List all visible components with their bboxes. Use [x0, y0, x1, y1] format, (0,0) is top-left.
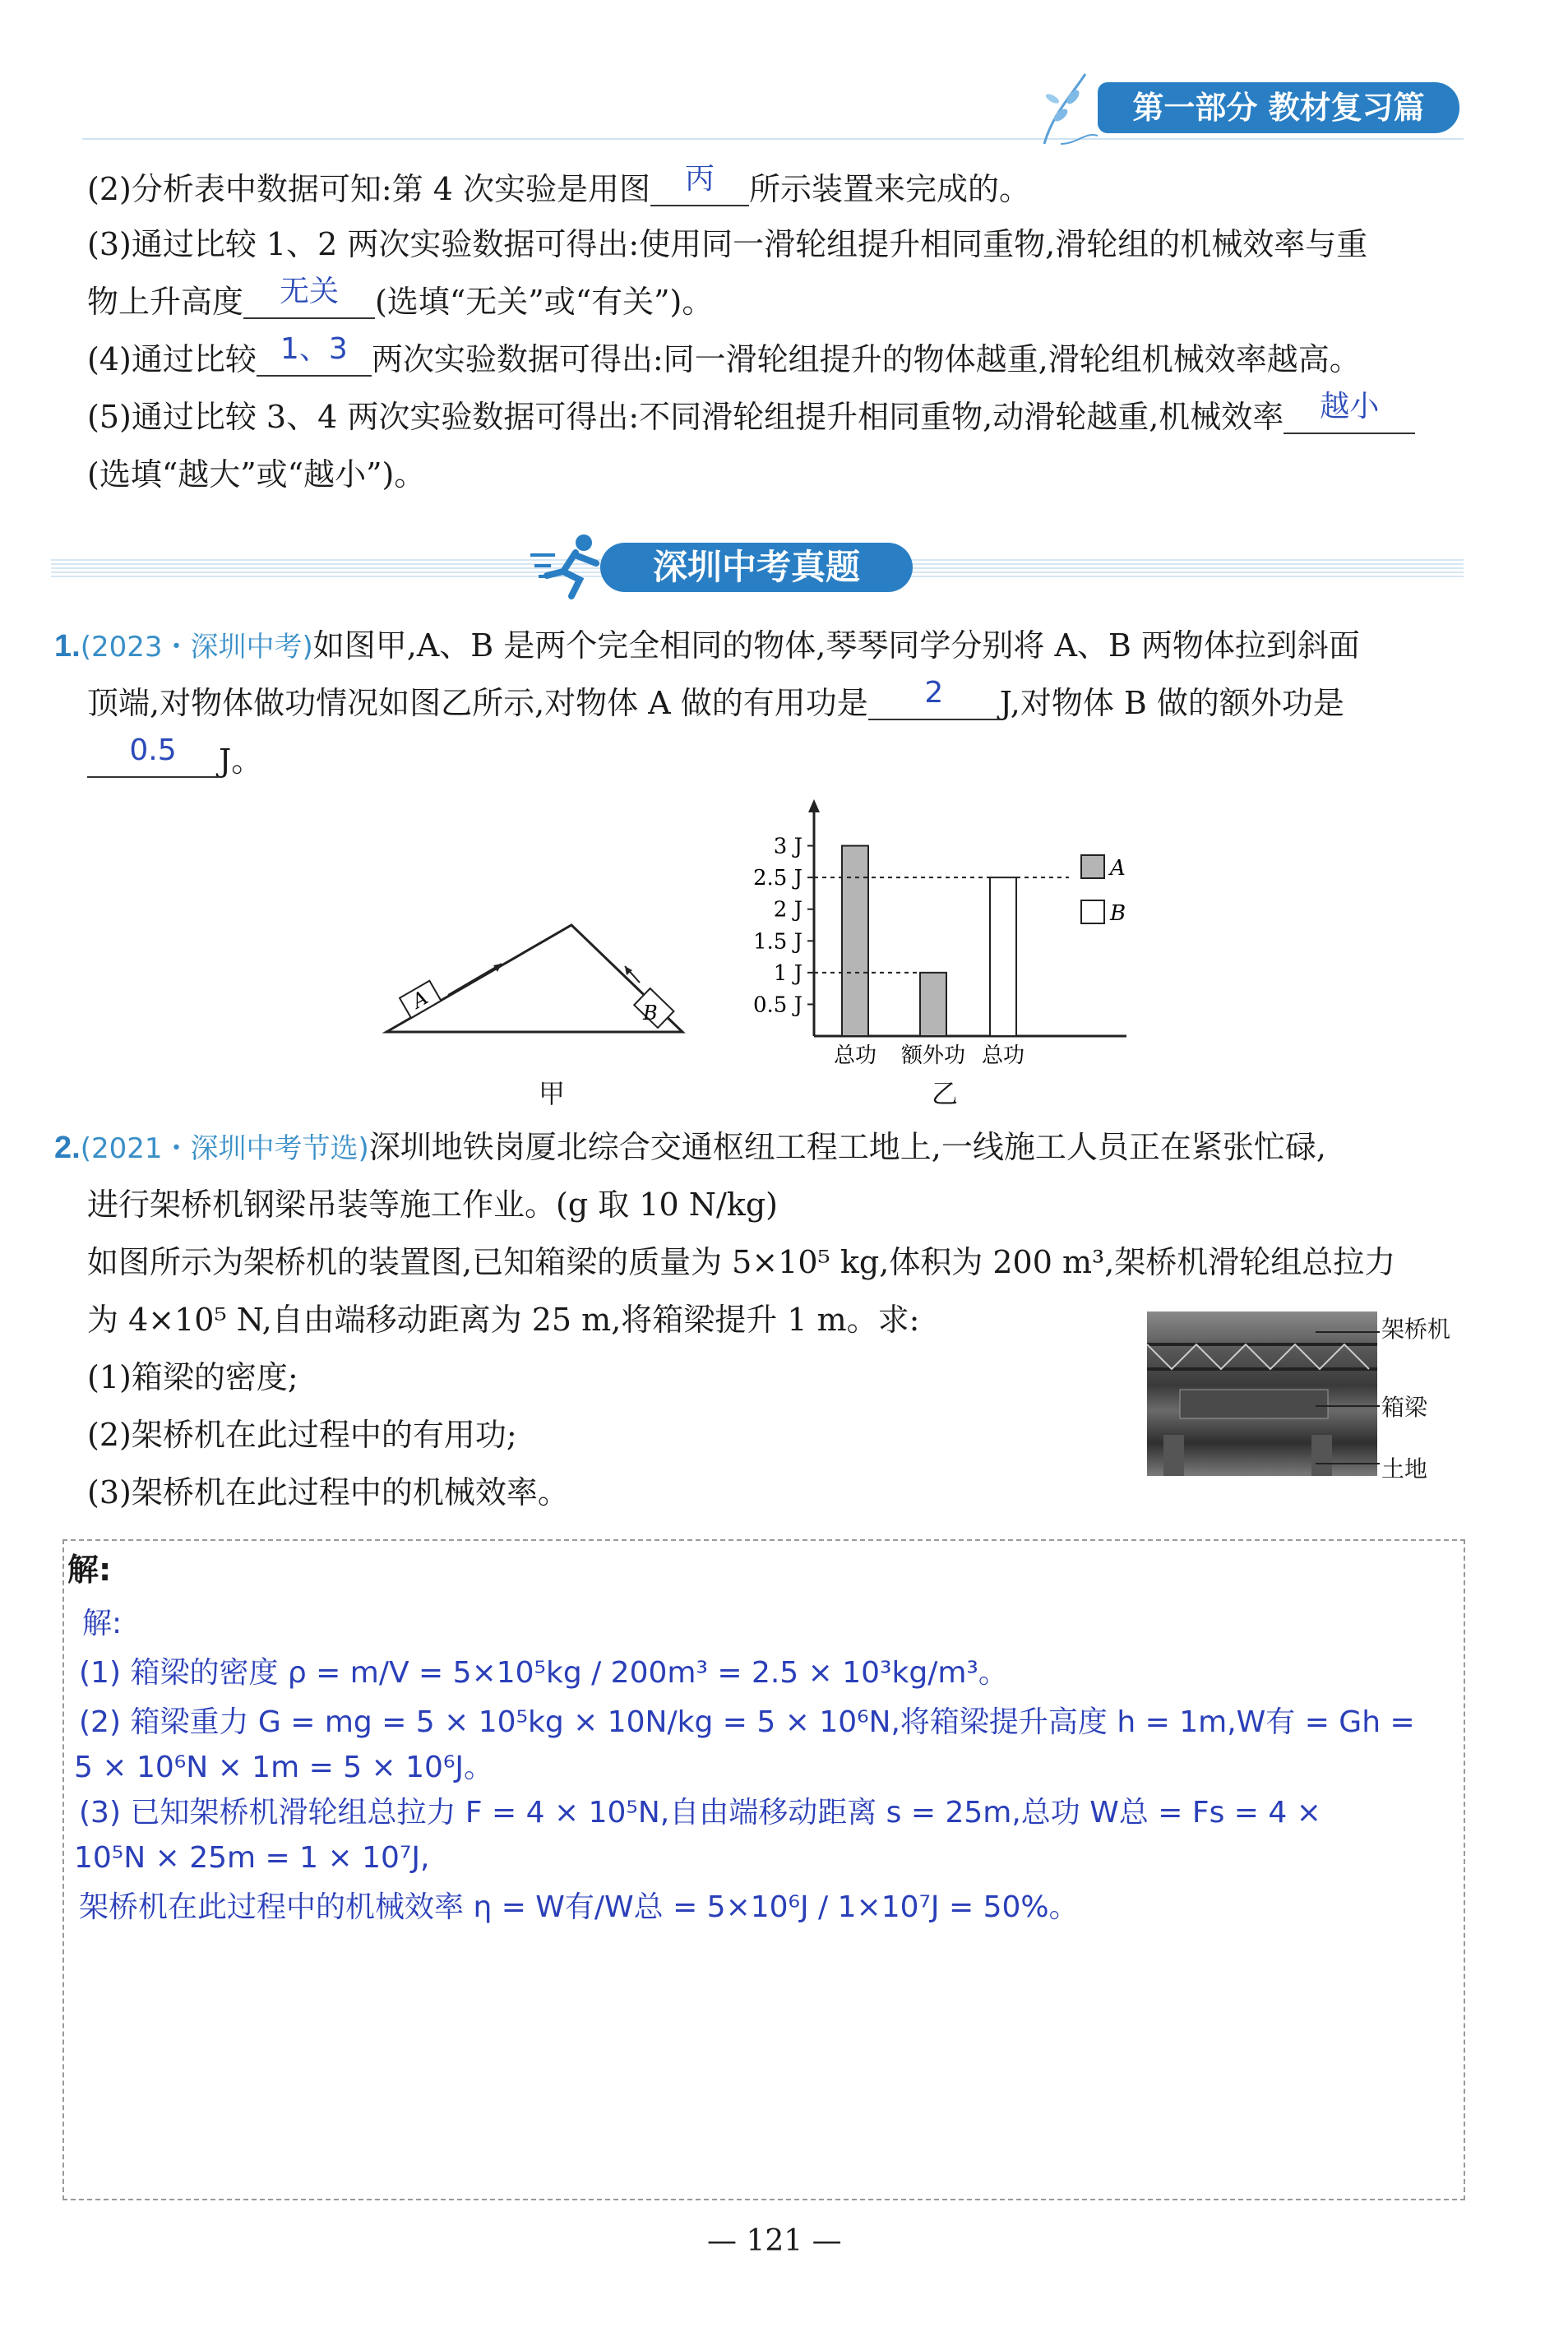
block-a-label: A — [408, 986, 432, 1013]
photo-label-bridge-machine: 架桥机 — [1381, 1316, 1451, 1343]
figure-yi-chart — [732, 789, 1159, 1077]
section-title: 深圳中考真题 — [600, 543, 913, 592]
legend-label-A: A — [1110, 856, 1126, 881]
photo-label-ground: 土地 — [1381, 1455, 1428, 1483]
photo-label-box-girder: 箱梁 — [1381, 1394, 1428, 1421]
figure-yi-label: 乙 — [932, 1078, 959, 1109]
q2-line3: 如图所示为架桥机的装置图,已知箱梁的质量为 5×10⁵ kg,体积为 200 m³,架桥机滑轮组总拉力 — [87, 1244, 1396, 1280]
solution-line5: 10⁵N × 25m = 1 × 10⁷J, — [74, 1841, 430, 1875]
y-tick-label: 0.5 J — [752, 992, 803, 1018]
q2-line4: 为 4×10⁵ N,自由端移动距离为 25 m,将箱梁提升 1 m。求: — [87, 1302, 920, 1338]
solution-line0: 解: — [82, 1607, 123, 1640]
q2-sub2: (2)架桥机在此过程中的有用功; — [87, 1417, 517, 1453]
prev-q3-line1: (3)通过比较 1、2 两次实验数据可得出:使用同一滑轮组提升相同重物,滑轮组的机械效率与重 — [87, 226, 1368, 262]
q2-sub3: (3)架桥机在此过程中的机械效率。 — [87, 1474, 569, 1510]
y-tick-label: 3 J — [773, 834, 803, 859]
x-category-label: 总功 — [981, 1043, 1025, 1068]
y-tick-label: 1 J — [773, 960, 803, 986]
legend-swatch-B — [1081, 900, 1104, 923]
figure-jia-label: 甲 — [539, 1078, 566, 1109]
bar-B-2 — [990, 877, 1016, 1036]
section-tag: 第一部分 教材复习篇 — [1098, 82, 1459, 133]
answer-q4: 1、3 — [280, 332, 348, 366]
prev-q3-line2: 物上升高度 无关 (选填“无关”或“有关”)。 — [87, 275, 714, 320]
q2-line1: 2.(2021・深圳中考节选)深圳地铁岗厦北综合交通枢纽工程工地上,一线施工人员正在紧张忙碌, — [54, 1129, 1326, 1165]
answer-q3: 无关 — [280, 275, 340, 308]
figure-jia-incline — [378, 904, 691, 1036]
runner-icon — [526, 526, 608, 600]
solution-line1: (1) 箱梁的密度 ρ = m/V = 5×10⁵kg / 200m³ = 2.5 × 10³kg/m³。 — [79, 1656, 1008, 1690]
legend-swatch-A — [1081, 855, 1104, 878]
answer-q1-a: 2 — [924, 676, 944, 710]
answer-q2: 丙 — [684, 162, 715, 196]
y-axis-arrow-icon — [808, 799, 820, 812]
x-category-label: 额外功 — [900, 1043, 966, 1068]
solution-line3: 5 × 10⁶N × 1m = 5 × 10⁶J。 — [74, 1751, 494, 1784]
answer-q5: 越小 — [1320, 390, 1380, 423]
header-rule — [82, 138, 1464, 140]
page-number: — 121 — — [707, 2224, 842, 2258]
solution-label: 解: — [67, 1552, 112, 1588]
bar-A-1 — [920, 973, 946, 1036]
q1-line2: 顶端,对物体做功情况如图乙所示,对物体 A 做的有用功是 2 J,对物体 B 做的额外功是 — [87, 676, 1344, 721]
solution-line4: (3) 已知架桥机滑轮组总拉力 F = 4 × 10⁵N,自由端移动距离 s = 25m,总功 W总 = Fs = 4 × — [79, 1796, 1321, 1830]
y-tick-label: 1.5 J — [752, 929, 803, 955]
y-tick-label: 2.5 J — [752, 866, 803, 891]
prev-q4: (4)通过比较 1、3 两次实验数据可得出:同一滑轮组提升的物体越重,滑轮组机械效率越高。 — [87, 332, 1361, 377]
q1-line3: 0.5 J。 — [87, 740, 262, 781]
block-b-label: B — [643, 1002, 658, 1025]
answer-q1-b: 0.5 — [129, 733, 177, 767]
prev-q2: (2)分析表中数据可知:第 4 次实验是用图 丙 所示装置来完成的。 — [87, 162, 1030, 207]
y-tick-label: 2 J — [773, 897, 803, 923]
q1-line1: 1.(2023・深圳中考)如图甲,A、B 是两个完全相同的物体,琴琴同学分别将 A、B 两物体拉到斜面 — [54, 627, 1360, 664]
leaf-decoration-icon — [1028, 66, 1102, 148]
q2-sub1: (1)箱梁的密度; — [87, 1359, 298, 1395]
q2-line2: 进行架桥机钢梁吊装等施工作业。(g 取 10 N/kg) — [87, 1187, 778, 1223]
photo-leader-lines — [1316, 1325, 1381, 1465]
solution-line2: (2) 箱梁重力 G = mg = 5 × 10⁵kg × 10N/kg = 5 × 10⁶N,将箱梁提升高度 h = 1m,W有 = Gh = — [79, 1705, 1415, 1739]
legend-label-B: B — [1110, 901, 1126, 926]
bar-A-0 — [842, 846, 868, 1036]
solution-line6: 架桥机在此过程中的机械效率 η = W有/W总 = 5×10⁶J / 1×10⁷J = 50%。 — [79, 1890, 1079, 1924]
x-category-label: 总功 — [833, 1043, 877, 1068]
prev-q5-line2: (选填“越大”或“越小”)。 — [87, 456, 426, 493]
prev-q5-line1: (5)通过比较 3、4 两次实验数据可得出:不同滑轮组提升相同重物,动滑轮越重,机械效率 越小 — [87, 396, 1415, 437]
